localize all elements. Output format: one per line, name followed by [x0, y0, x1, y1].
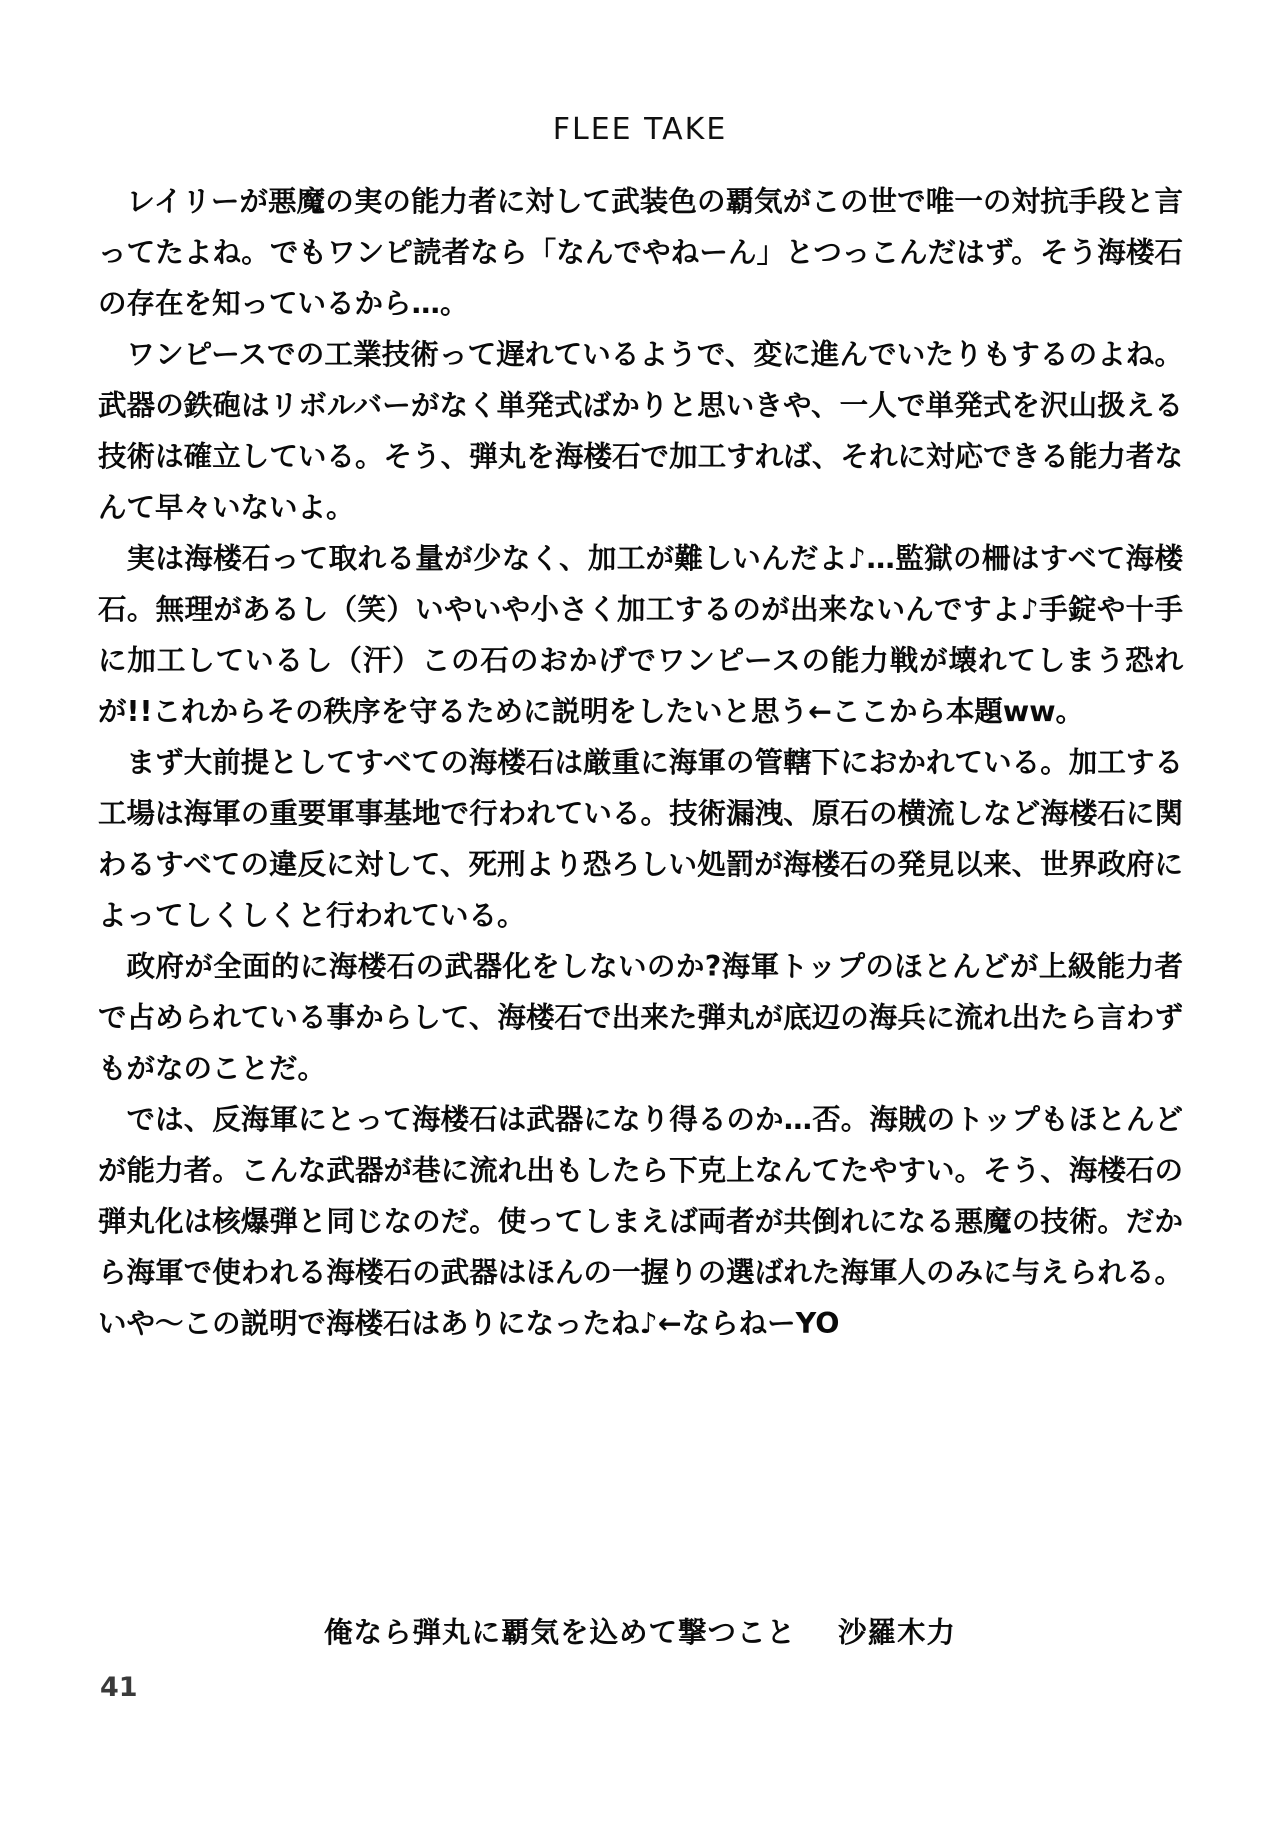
paragraph: では、反海軍にとって海楼石は武器になり得るのか…否。海賊のトップもほとんどが能力者。こんな武器が巷に流れ出もしたら下克上なんてたやすい。そう、海楼石の弾丸化は核爆弾と同じなのだ。使ってしまえば両者が共倒れになる悪魔の技術。だから海軍で使われる海楼石の武器はほんの一握りの選ばれた海軍人のみに与えられる。いや〜この説明で海楼石はありになったね♪←ならねーYO: [98, 1103, 1183, 1340]
paragraph: 実は海楼石って取れる量が少なく、加工が難しいんだよ♪…監獄の柵はすべて海楼石。無理があるし（笑）いやいや小さく加工するのが出来ないんですよ♪手錠や十手に加工しているし（汗）この石のおかげでワンピースの能力戦が壊れてしまう恐れが!!これからその秩序を守るために説明をしたいと思う←ここから本題ww。: [98, 542, 1183, 728]
page-title: FLEE TAKE: [552, 112, 728, 147]
signature-line: [0, 1610, 1280, 1651]
paragraph: まず大前提としてすべての海楼石は厳重に海軍の管轄下におかれている。加工する工場は海軍の重要軍事基地で行われている。技術漏洩、原石の横流しなど海楼石に関わるすべての違反に対して、死刑より恐ろしい処罰が海楼石の発見以来、世界政府によってしくしくと行われている。: [98, 746, 1183, 932]
signature-text: 俺なら弾丸に覇気を込めて撃つこと: [323, 1616, 796, 1649]
page-number: 41: [100, 1672, 138, 1703]
body-text: [98, 176, 1183, 1349]
paragraph: レイリーが悪魔の実の能力者に対して武装色の覇気がこの世で唯一の対抗手段と言ってたよね。でもワンピ読者なら「なんでやねーん」とつっこんだはず。そう海楼石の存在を知っているから…。: [98, 185, 1183, 320]
signature-author: 沙羅木力: [838, 1616, 957, 1649]
paragraph: 政府が全面的に海楼石の武器化をしないのか?海軍トップのほとんどが上級能力者で占められている事からして、海楼石で出来た弾丸が底辺の海兵に流れ出たら言わずもがなのことだ。: [98, 950, 1183, 1085]
paragraph: ワンピースでの工業技術って遅れているようで、変に進んでいたりもするのよね。武器の鉄砲はリボルバーがなく単発式ばかりと思いきや、一人で単発式を沢山扱える技術は確立している。そう、弾丸を海楼石で加工すれば、それに対応できる能力者なんて早々いないよ。: [98, 338, 1183, 524]
